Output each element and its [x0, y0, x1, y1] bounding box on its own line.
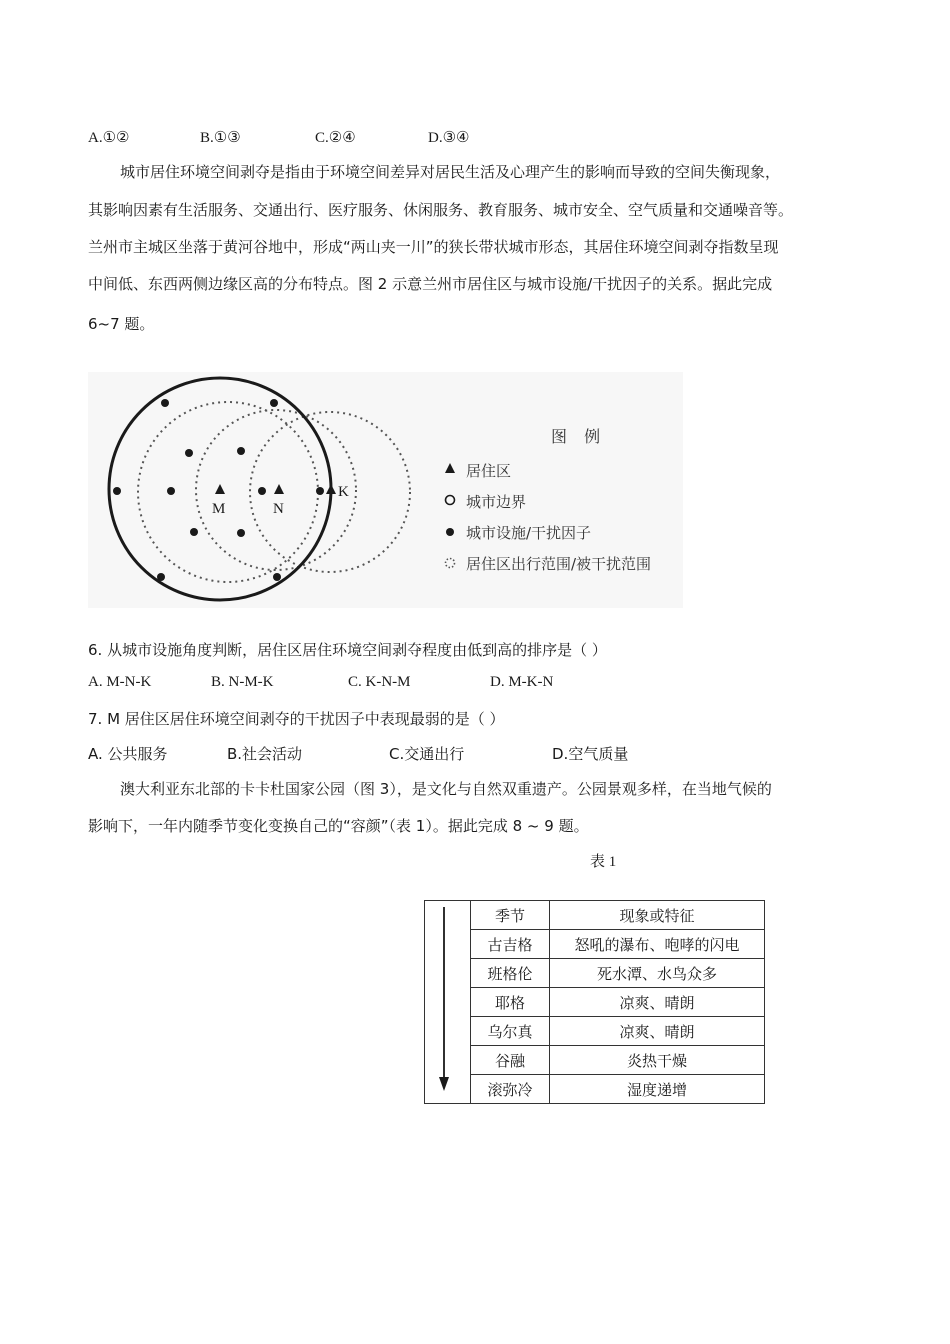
facility-dot: [157, 573, 165, 581]
table-row: [425, 1075, 765, 1104]
prev-option-d: D.③④: [428, 130, 470, 146]
header-season: 季节: [471, 901, 550, 930]
season-cell: 班格伦: [471, 959, 550, 988]
paragraph-line: 影响下，一年内随季节变化变换自己的“容颜”（表 1）。据此完成 8 ~ 9 题。: [88, 817, 589, 835]
facility-dot: [190, 528, 198, 536]
q6-stem: 6. 从城市设施角度判断，居住区居住环境空间剥夺程度由低到高的排序是（ ）: [88, 641, 607, 659]
facility-dot: [113, 487, 121, 495]
legend-facility-label: 城市设施/干扰因子: [466, 524, 592, 542]
q7-option-d: D.空气质量: [552, 745, 629, 763]
facility-dot: [161, 399, 169, 407]
table-row: [425, 1046, 765, 1075]
label-k: K: [338, 484, 349, 500]
feature-cell: 死水潭、水鸟众多: [550, 959, 765, 988]
feature-cell: 凉爽、晴朗: [550, 1017, 765, 1046]
facility-dot: [185, 449, 193, 457]
q7-option-b: B.社会活动: [227, 745, 303, 763]
time-arrow-cell: [425, 901, 471, 1104]
table-1-caption: 表 1: [590, 854, 617, 870]
facility-dot: [237, 447, 245, 455]
q7-stem: 7. M 居住区居住环境空间剥夺的干扰因子中表现最弱的是（ ）: [88, 710, 505, 728]
prev-option-a: A.①②: [88, 130, 130, 146]
legend-triangle-icon: [444, 462, 456, 474]
feature-cell: 凉爽、晴朗: [550, 988, 765, 1017]
feature-cell: 湿度递增: [550, 1075, 765, 1104]
season-cell: 古吉格: [471, 930, 550, 959]
down-arrow-icon: [425, 901, 471, 1111]
q6-option-b: B. N-M-K: [211, 674, 274, 690]
paragraph-line: 其影响因素有生活服务、交通出行、医疗服务、休闲服务、教育服务、城市安全、空气质量和交通噪音等。: [88, 201, 794, 219]
q6-option-a: A. M-N-K: [88, 674, 152, 690]
q7-option-a: A. 公共服务: [88, 745, 168, 763]
legend-range-icon: [444, 557, 456, 569]
legend-boundary-label: 城市边界: [466, 493, 527, 511]
facility-dot: [167, 487, 175, 495]
season-cell: 乌尔真: [471, 1017, 550, 1046]
table-row: [425, 988, 765, 1017]
table-header-row: [425, 901, 765, 930]
legend-residential-label: 居住区: [466, 462, 512, 480]
paragraph-line: 城市居住环境空间剥夺是指由于环境空间差异对居民生活及心理产生的影响而导致的空间失衡现象，: [120, 163, 781, 181]
prev-option-c: C.②④: [315, 130, 356, 146]
legend-range-label: 居住区出行范围/被干扰范围: [466, 555, 652, 573]
feature-cell: 炎热干燥: [550, 1046, 765, 1075]
table-row: [425, 1017, 765, 1046]
paragraph-line: 6~7 题。: [88, 315, 155, 333]
table-row: [425, 959, 765, 988]
legend-boundary-icon: [444, 494, 456, 506]
facility-dot: [316, 487, 324, 495]
legend-facility-icon: [444, 526, 456, 538]
facility-dot: [237, 529, 245, 537]
prev-option-b: B.①③: [200, 130, 241, 146]
season-cell: 耶格: [471, 988, 550, 1017]
label-n: N: [273, 501, 284, 517]
facility-dot: [270, 399, 278, 407]
label-m: M: [212, 501, 226, 517]
facility-dot: [258, 487, 266, 495]
legend-title: 图 例: [551, 427, 607, 446]
q7-option-c: C.交通出行: [389, 745, 465, 763]
season-cell: 滚弥冷: [471, 1075, 550, 1104]
table-1: [424, 900, 765, 1104]
table-row: [425, 930, 765, 959]
season-cell: 谷融: [471, 1046, 550, 1075]
q6-option-c: C. K-N-M: [348, 674, 411, 690]
feature-cell: 怒吼的瀑布、咆哮的闪电: [550, 930, 765, 959]
paragraph-line: 中间低、东西两侧边缘区高的分布特点。图 2 示意兰州市居住区与城市设施/干扰因子的关系。据此完成: [88, 275, 773, 293]
q6-option-d: D. M-K-N: [490, 674, 554, 690]
header-feature: 现象或特征: [550, 901, 765, 930]
paragraph-line: 兰州市主城区坐落于黄河谷地中，形成“两山夹一川”的狭长带状城市形态，其居住环境空间剥夺指数呈现: [88, 238, 779, 256]
facility-dot: [273, 573, 281, 581]
paragraph-line: 澳大利亚东北部的卡卡杜国家公园（图 3），是文化与自然双重遗产。公园景观多样，在当地气候的: [120, 780, 772, 798]
